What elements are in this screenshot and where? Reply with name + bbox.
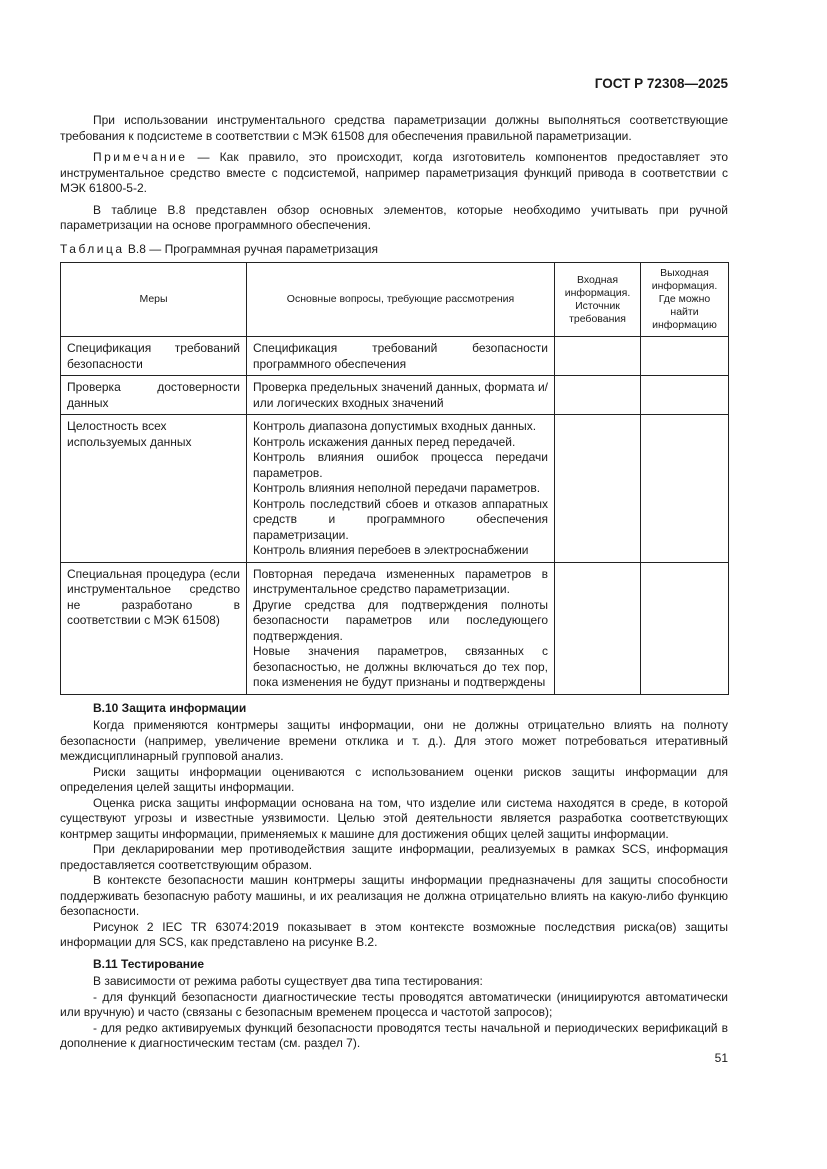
measure-cell: Спецификация требований безопасности [61, 337, 247, 376]
section-b11-paragraph: В зависимости от режима работы существует два типа тестирования: [93, 974, 483, 988]
section-b10-paragraph: Оценка риска защиты информации основана на том, что изделие или система находятся в среде, в которой существуют угрозы и известные уязвимости. Целью этой деятельности является разработка соответствующих контрмер защиты информации, применяемых к машине для достижения общих целей защиты информации. [60, 795, 728, 841]
questions-cell: Проверка предельных значений данных, формата и/или логических входных значений [247, 376, 555, 415]
question-item: Новые значения параметров, связанных с безопасностью, не должны включаться до тех пор, пока изменения не будут признаны и подтверждены [253, 644, 548, 689]
table-caption [60, 242, 728, 258]
output-cell [641, 376, 729, 415]
measure-cell: Специальная процедура (если инструментальное средство не разработано в соответствии с МЭК 61508) [61, 562, 247, 694]
note-text: — Как правило, это происходит, когда изготовитель компонентов предоставляет это инструментальное средство вместе с подсистемой, например параметризация функций привода в соответствии с МЭК 61800-5-2. [60, 150, 728, 195]
page-content [60, 113, 728, 1052]
questions-cell: Спецификация требований безопасности программного обеспечения [247, 337, 555, 376]
page-number: 51 [714, 1051, 728, 1065]
input-cell [555, 376, 641, 415]
table-row [61, 415, 729, 563]
questions-cell [247, 415, 555, 563]
input-cell [555, 337, 641, 376]
header-input: Входная информация. Источник требования [555, 263, 641, 337]
question-item: Повторная передача измененных параметров в инструментальное средство параметризации. [253, 566, 548, 596]
parametrization-table [60, 262, 729, 695]
note-paragraph [60, 150, 728, 197]
table-header-row [61, 263, 729, 337]
table-row [61, 562, 729, 694]
section-b11-paragraph: - для редко активируемых функций безопасности проводятся тесты начальной и периодических верификаций в дополнение к диагностическим тестам (см. раздел 7). [60, 1020, 728, 1050]
table-caption-text: В.8 — Программная ручная параметризация [124, 241, 378, 256]
standard-number: ГОСТ Р 72308—2025 [594, 76, 728, 91]
section-b11-title: В.11 Тестирование [93, 956, 205, 971]
table-row [61, 337, 729, 376]
header-measures: Меры [61, 263, 247, 337]
table-row [61, 376, 729, 415]
output-cell [641, 415, 729, 563]
note-label: Примечание [93, 150, 188, 164]
header-output: Выходная информация. Где можно найти информацию [641, 263, 729, 337]
section-b10-paragraph: Рисунок 2 IEC TR 63074:2019 показывает в этом контексте возможные последствия риска(ов) защиты информации для SCS, как представлено на рисунке В.2. [60, 919, 728, 949]
output-cell [641, 337, 729, 376]
input-cell [555, 415, 641, 563]
section-b10-title: В.10 Защита информации [93, 700, 247, 715]
question-item: Контроль влияния ошибок процесса передачи параметров. [253, 450, 548, 480]
question-item: Контроль влияния перебоев в электроснабжении [253, 543, 529, 557]
question-item: Другие средства для подтверждения полноты безопасности параметров или последующего подтверждения. [253, 597, 548, 643]
input-cell [555, 562, 641, 694]
questions-cell [247, 562, 555, 694]
table-caption-label: Таблица [60, 241, 125, 256]
question-item: Контроль влияния неполной передачи параметров. [253, 481, 541, 495]
section-b10-paragraph: В контексте безопасности машин контрмеры защиты информации предназначены для защиты способности поддерживать безопасную работу машины, и их реализация не должна отрицательно влиять на какую-либо функцию безопасности. [60, 873, 728, 918]
measure-cell: Проверка достоверности данных [61, 376, 247, 415]
output-cell [641, 562, 729, 694]
section-b10-paragraph: Риски защиты информации оцениваются с использованием оценки рисков защиты информации для определения целей защиты информации. [60, 764, 728, 794]
table-reference-paragraph: В таблице В.8 представлен обзор основных элементов, которые необходимо учитывать при ручной параметризации на основе программного обеспечения. [60, 202, 728, 232]
question-item: Контроль диапазона допустимых входных данных. [253, 419, 537, 433]
question-item: Контроль искажения данных перед передачей. [253, 434, 516, 449]
section-b11-paragraph: - для функций безопасности диагностические тесты проводятся автоматически (инициируются автоматически или вручную) и часто (связаны с безопасным временем процесса и частотой запросов); [60, 989, 728, 1019]
intro-paragraph: При использовании инструментального средства параметризации должны выполняться соответствующие требования к подсистеме в соответствии с МЭК 61508 для обеспечения правильной параметризации. [60, 113, 728, 143]
measure-cell: Целостность всех используемых данных [61, 415, 247, 563]
section-b10-paragraph: При декларировании мер противодействия защите информации, реализуемых в рамках SCS, информация предоставляется соответствующим образом. [60, 842, 728, 872]
question-item: Контроль последствий сбоев и отказов аппаратных средств и программного обеспечения параметризации. [253, 496, 548, 542]
header-questions: Основные вопросы, требующие рассмотрения [247, 263, 555, 337]
section-b10-paragraph: Когда применяются контрмеры защиты информации, они не должны отрицательно влиять на полноту безопасности (например, увеличение времени отклика и т. д.). Для этого может потребоваться итеративный междисциплинарный групповой анализ. [60, 718, 728, 763]
